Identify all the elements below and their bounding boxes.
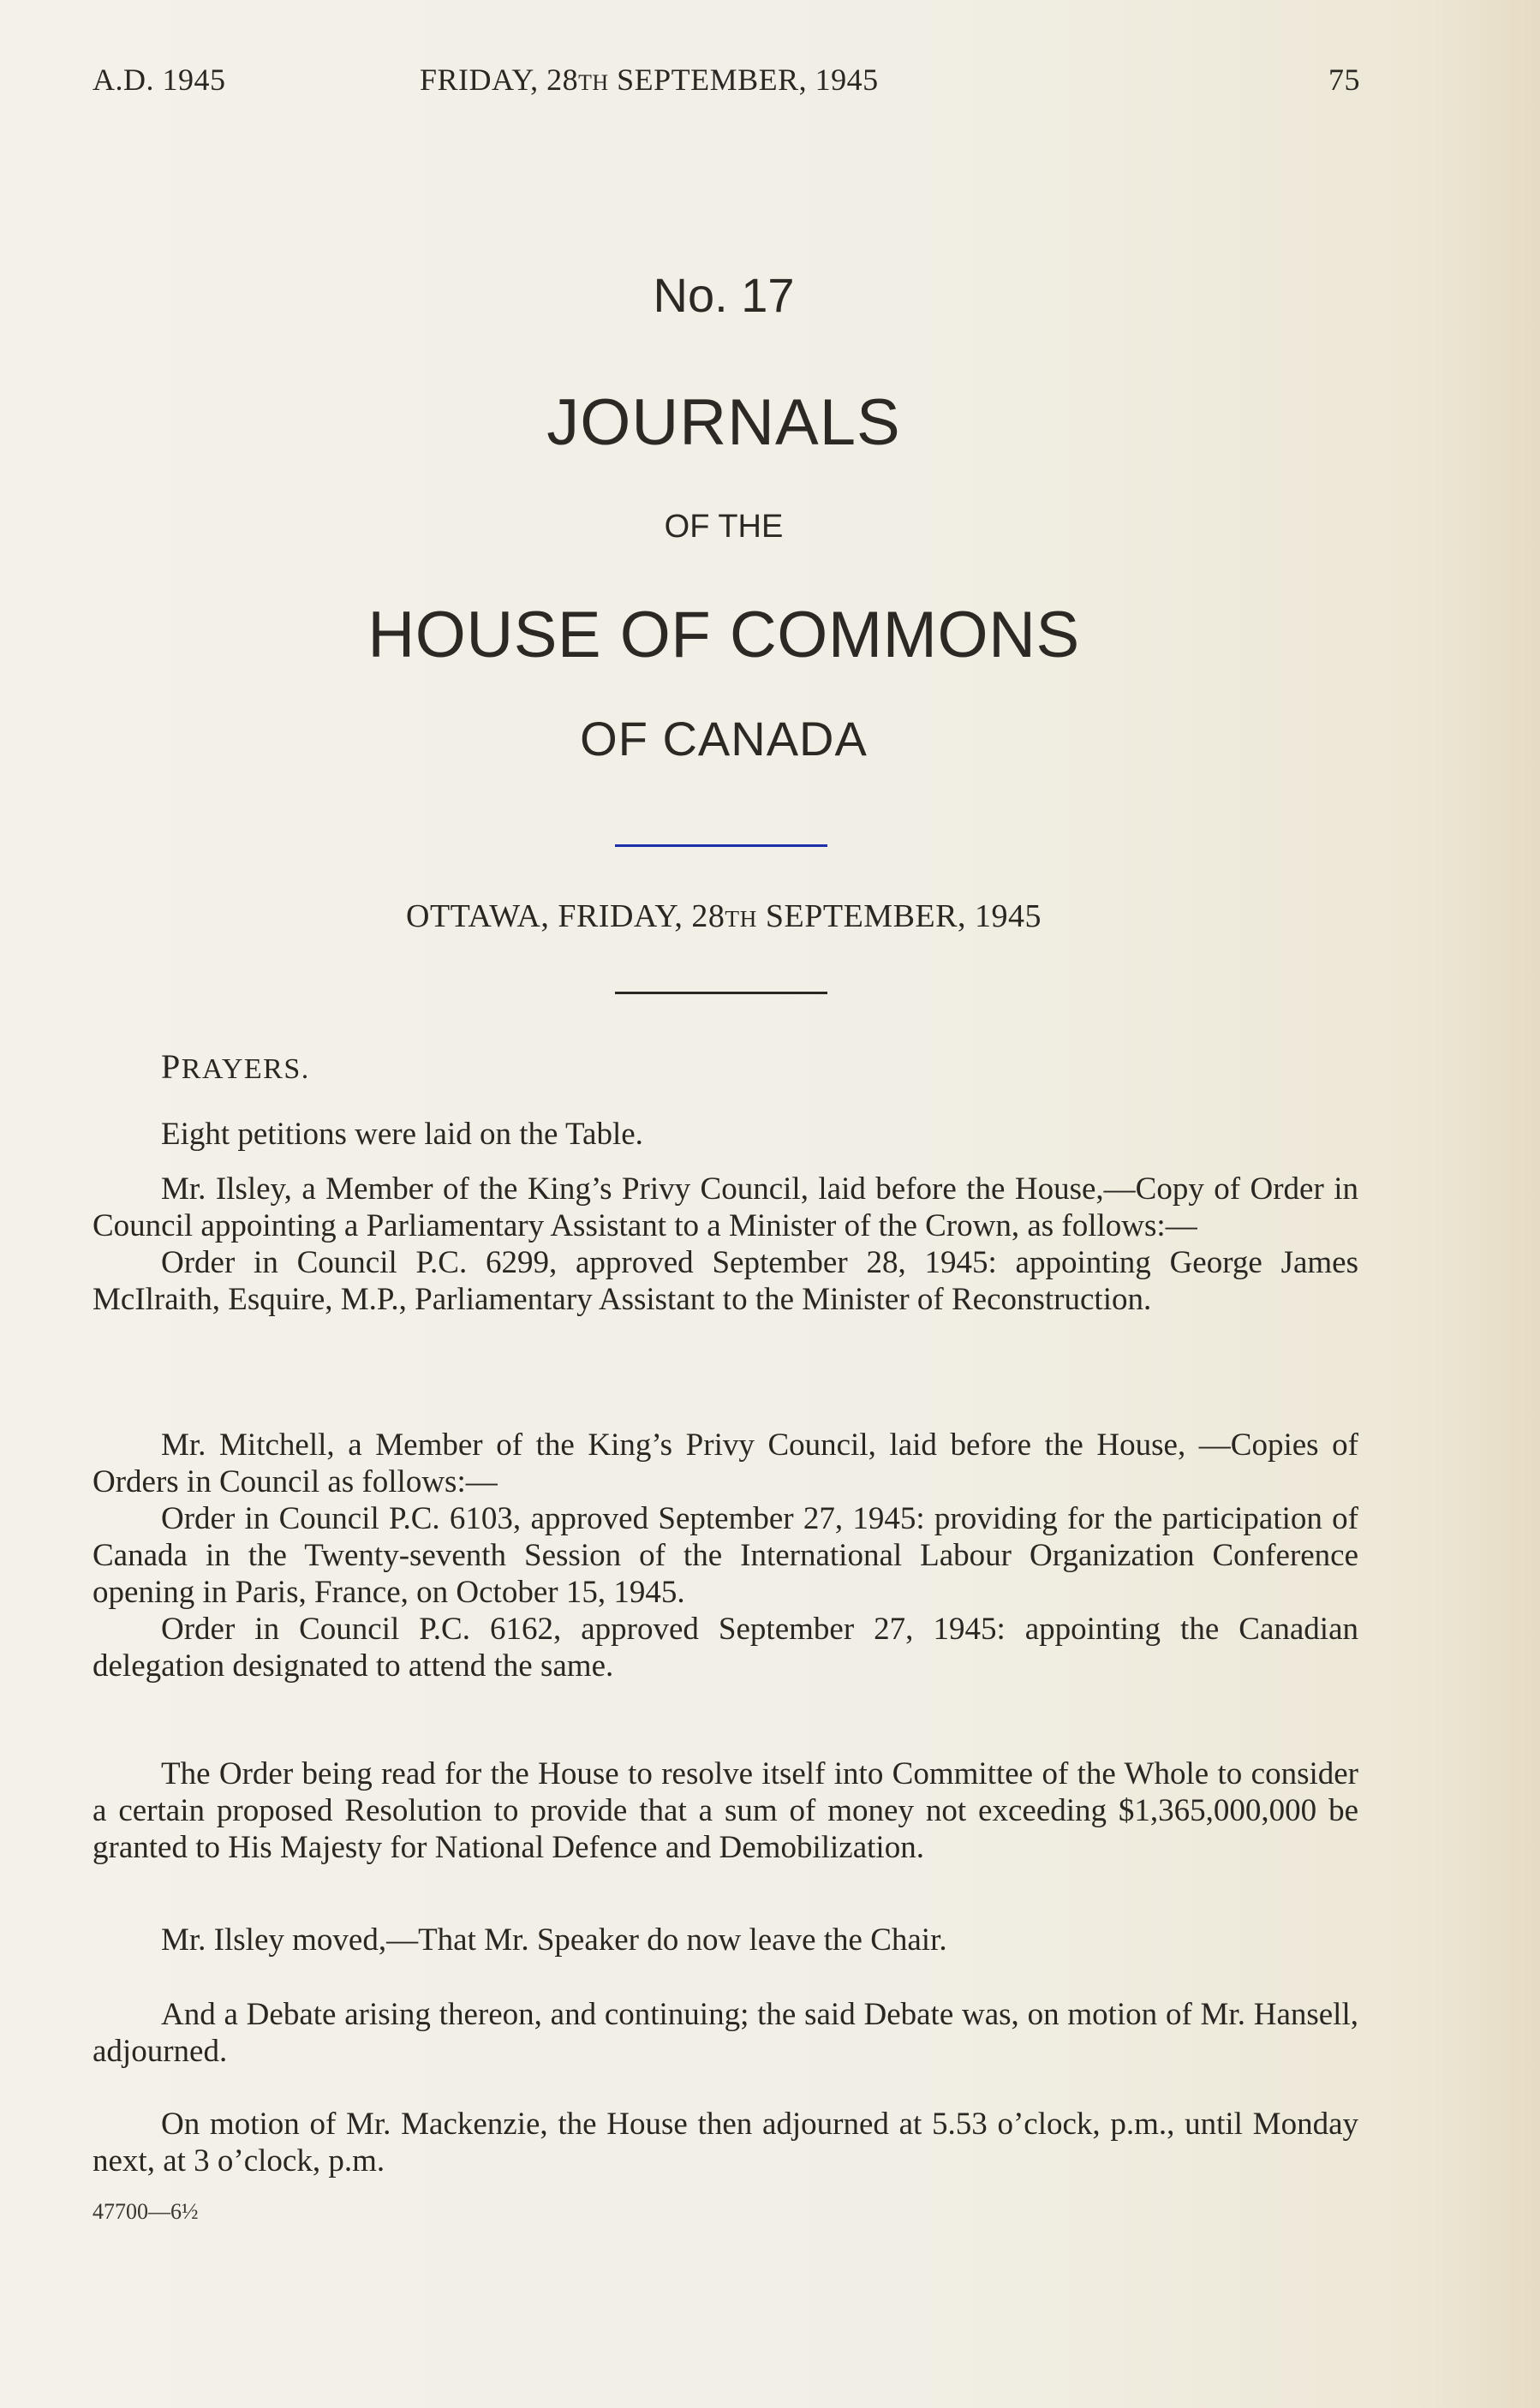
running-head [93, 62, 1360, 104]
text-mitchell-order-1: Order in Council P.C. 6103, approved September 27, 1945: providing for the participation of Canada in the Twenty-seventh Session of the International Labour Organization Conference opening in Paris, France, on October 15, 1945. [93, 1501, 1358, 1610]
dateline-post: SEPTEMBER, 1945 [756, 898, 1042, 934]
text-ilsley-moved: Mr. Ilsley moved,—That Mr. Speaker do now leave the Chair. [161, 1922, 947, 1958]
dateline-pre: OTTAWA, FRIDAY, 28 [406, 898, 725, 934]
divider-rule-top [615, 844, 827, 847]
title-house-of-commons: HOUSE OF COMMONS [367, 599, 1080, 671]
text-ilsley-order: Order in Council P.C. 6299, approved September 28, 1945: appointing George James McIlraith, Esquire, M.P., Parliamentary Assistant to the Minister of Reconstruction. [93, 1245, 1358, 1317]
header-date-post: SEPTEMBER, 1945 [608, 63, 879, 97]
header-date-pre: FRIDAY, 28 [420, 63, 579, 97]
page-number: 75 [1328, 63, 1360, 97]
text-ilsley-intro: Mr. Ilsley, a Member of the King’s Privy Council, laid before the House,—Copy of Order in Council appointing a Parliamentary Assistant to a Minister of the Crown, as follows:— [93, 1171, 1358, 1243]
text-petitions: Eight petitions were laid on the Table. [161, 1117, 643, 1152]
issue-number: No. 17 [653, 268, 795, 322]
text-order-read: The Order being read for the House to resolve itself into Committee of the Whole to consider a certain proposed Resolution to provide that a sum of money not exceeding $1,365,000,000 be granted to His Majesty for National Defence and Demobilization. [93, 1756, 1358, 1865]
prayers-initial: P [161, 1047, 182, 1086]
paragraph-adjourned [93, 2106, 1358, 2179]
printer-code: 47700—6½ [93, 2199, 199, 2224]
paragraph-petitions [93, 1116, 1358, 1153]
text-mitchell-intro: Mr. Mitchell, a Member of the King’s Privy Council, laid before the House, —Copies of Orders in Council as follows:— [93, 1428, 1358, 1499]
dateline [0, 897, 1447, 935]
prayers-rest: RAYERS. [181, 1053, 310, 1085]
paragraph-ilsley-moved [93, 1922, 1358, 1958]
text-debate: And a Debate arising thereon, and continuing; the said Debate was, on motion of Mr. Hansell, adjourned. [93, 1997, 1358, 2069]
paragraph-mitchell-tabling [93, 1427, 1358, 1684]
header-date [420, 62, 879, 98]
title-of-the: OF THE [664, 509, 784, 545]
header-year: A.D. 1945 [93, 63, 226, 97]
title-of-canada: OF CANADA [580, 712, 868, 766]
text-adjourned: On motion of Mr. Mackenzie, the House then adjourned at 5.53 o’clock, p.m., until Monday next, at 3 o’clock, p.m. [93, 2107, 1358, 2179]
paragraph-order-read [93, 1755, 1358, 1866]
paragraph-debate [93, 1996, 1358, 2070]
header-date-suffix: TH [578, 70, 609, 95]
divider-rule-bottom [615, 992, 827, 994]
text-mitchell-order-2: Order in Council P.C. 6162, approved September 27, 1945: appointing the Canadian delegation designated to attend the same. [93, 1612, 1358, 1684]
prayers-heading [161, 1046, 310, 1087]
title-journals: JOURNALS [546, 386, 901, 459]
paragraph-ilsley-tabling [93, 1171, 1358, 1318]
dateline-suffix: TH [725, 906, 757, 932]
